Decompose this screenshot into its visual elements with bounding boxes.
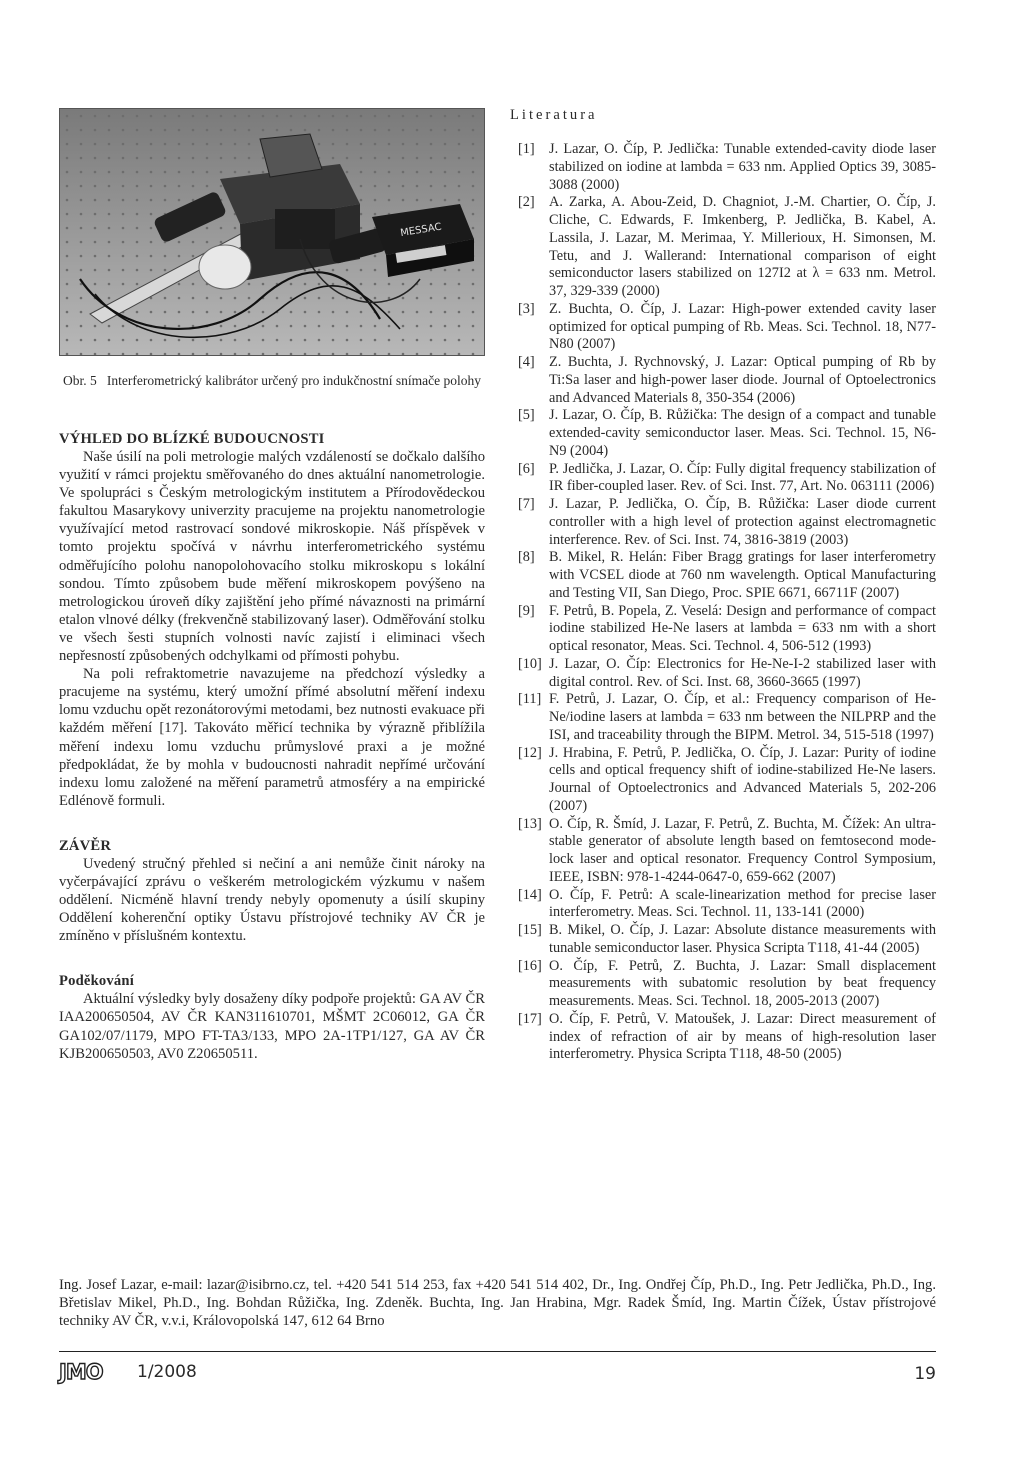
page-number: 19 — [914, 1364, 936, 1384]
outlook-paragraph-2: Na poli refraktometrie navazujeme na předchozí výsledky a pracujeme na systému, který umožní přímé absolutní měření indexu lomu vzduchu opět rezonátorovými metodami, bez nutnosti evakuace při každém měření [17]. Takováto měřicí technika by výrazně přiblížila měření indexu lomu vzduchu průmyslové praxi a je možné předpokládat, že by mohla v budoucnosti nahradit nepřímé určování indexu lomu založené na měření parametrů atmosféry a na empirické Edlénově formuli. — [59, 666, 485, 809]
left-column — [59, 430, 485, 1063]
reference-number: [7] — [518, 496, 535, 512]
reference-text: Z. Buchta, J. Rychnovský, J. Lazar: Optical pumping of Rb by Ti:Sa laser and high-power laser diode. Journal of Optoelectronics and Advanced Materials 8, 350-354 (2006) — [549, 354, 936, 406]
figure-caption-text: Interferometrický kalibrátor určený pro indukčnostní snímače polohy — [106, 373, 481, 388]
conclusion-heading: ZÁVĚR — [59, 837, 112, 854]
reference-number: [11] — [518, 691, 542, 708]
reference-text: A. Zarka, A. Abou-Zeid, D. Chagniot, J.-M. Chartier, O. Číp, J. Cliche, C. Edwards, F. Imkenberg, P. Jedlička, B. Kabel, A. Lassila, J. Lazar, M. Merimaa, Y. Millerioux, H. Simonsen, M. Tetu, and J. Wallerand: International comparison of eight semiconductor lasers stabilized on 127I2 at λ = 633 nm. Metrol. 37, 329-339 (2000) — [549, 194, 936, 299]
reference-number: [14] — [518, 886, 542, 903]
conclusion-paragraph: Uvedený stručný přehled si nečiní a ani nemůže činit nároky na vyčerpávající zprávu o veškerém metrologickém výzkumu v našem oddělení. Nicméně hlavní trendy nebyly opomenuty a úsilí skupiny Oddělení koherenční optiky Ústavu přístrojové techniky AV ČR je zmíněno v příslušném kontextu. — [59, 855, 485, 945]
figure-caption — [59, 373, 485, 389]
literature-column — [510, 106, 936, 1064]
reference-text: J. Lazar, O. Číp: Electronics for He-Ne-I-2 stabilized laser with digital control. Rev. of Sci. Inst. 68, 3660-3665 (1997) — [549, 655, 936, 690]
footer-divider — [59, 1351, 936, 1352]
reference-number: [1] — [518, 141, 535, 157]
reference-text: O. Číp, F. Petrů, Z. Buchta, J. Lazar: Small displacement measurements with subatomic resolution by beat frequency measurements. Meas. Sci. Technol. 18, 2005-2013 (2007) — [549, 957, 936, 1009]
reference-text: B. Mikel, R. Helán: Fiber Bragg gratings for laser interferometry with VCSEL diode at 760 nm wavelength. Optical Manufacturing and Testing VII, San Diego, Proc. SPIE 6671, 66711F (2007) — [549, 549, 936, 601]
figure-caption-label: Obr. 5 — [62, 373, 97, 388]
reference-number: [8] — [518, 549, 535, 566]
reference-item — [510, 887, 936, 923]
journal-logo: JMO — [59, 1360, 103, 1384]
outlook-paragraph-1: Naše úsilí na poli metrologie malých vzdáleností se dočkalo dalšího využití v rámci projektu směřovaného do dnes aktuální nanometrologie. Ve spolupráci s Českým metrologickým institutem a Přírodovědeckou fakultou Masarykovy univerzity pracujeme na projektu nanometrologie využívající metod rastrovací sondové mikroskopie. Náš příspěvek v tomto projektu spočívá v návrhu interferometrického systému odměřujícího polohu nanopolohovacího stolku mikroskopu s lokální sondou. Tímto způsobem bude měření mikroskopem povýšeno na metrologickou úroveň díky zajištění jeho přímé návaznosti na primární etalon vlnové délky (frekvenčně stabilizovaný laser). Odměřování stolku ve všech šesti stupních volnosti navíc zajistí i eliminaci všech nepřesností způsobených odchylkami od přímosti pohybu. — [59, 449, 485, 665]
reference-item — [510, 194, 936, 301]
reference-text: J. Lazar, O. Číp, P. Jedlička: Tunable extended-cavity diode laser stabilized on iodine at lambda = 633 nm. Applied Optics 39, 3085-3088 (2000) — [549, 141, 936, 193]
reference-item — [510, 691, 936, 744]
reference-text: J. Hrabina, F. Petrů, P. Jedlička, O. Číp, J. Lazar: Purity of iodine cells and optical frequency shift of iodine-stabilized He-Ne lasers. Journal of Optoelectronics and Advanced Materials 5, 202-206 (2007) — [549, 744, 936, 814]
reference-text: O. Číp, F. Petrů: A scale-linearization method for precise laser interferometry. Meas. Sci. Technol. 11, 133-141 (2000) — [549, 886, 936, 921]
reference-text: J. Lazar, P. Jedlička, O. Číp, B. Růžička: Laser diode current controller with a high level of protection against electromagnetic interference. Rev. of Sci. Inst. 74, 3816-3819 (2003) — [549, 496, 936, 548]
reference-item — [510, 745, 936, 816]
reference-item — [510, 407, 936, 460]
reference-item — [510, 496, 936, 549]
literature-title: Literatura — [510, 107, 598, 123]
reference-item — [510, 816, 936, 887]
reference-item — [510, 549, 936, 602]
reference-item — [510, 1011, 936, 1064]
reference-list — [510, 141, 936, 1064]
author-affiliations: Ing. Josef Lazar, e-mail: lazar@isibrno.cz, tel. +420 541 514 253, fax +420 541 514 402, Dr., Ing. Ondřej Číp, Ph.D., Ing. Petr Jedlička, Ph.D., Ing. Břetislav Mikel, Ph.D., Ing. Bohdan Růžička, Ing. Zdeněk. Buchta, Ing. Jan Hrabina, Mgr. Radek Šmíd, Ing. Martin Čížek, Ústav přístrojové techniky AV ČR, v.v.i, Královopolská 147, 612 64 Brno — [59, 1277, 936, 1329]
reference-text: Z. Buchta, O. Číp, J. Lazar: High-power extended cavity laser optimized for optical pumping of Rb. Meas. Sci. Technol. 18, N77-N80 (2007) — [549, 300, 936, 353]
reference-text: O. Číp, R. Šmíd, J. Lazar, F. Petrů, Z. Buchta, M. Čížek: An ultra-stable generator of absolute length based on femtosecond mode-lock laser and optical resonator. Frequency Control Symposium, IEEE, ISBN: 978-1-4244-0647-0, 659-662 (2007) — [549, 815, 936, 885]
reference-text: F. Petrů, J. Lazar, O. Číp, et al.: Frequency comparison of He-Ne/iodine lasers at lambda = 633 nm between the NILPRP and the ISI, and traceability through the BIPM. Metrol. 34, 515-518 (1997) — [549, 691, 936, 743]
reference-number: [4] — [518, 354, 535, 370]
reference-number: [6] — [518, 460, 535, 477]
reference-text: B. Mikel, O. Číp, J. Lazar: Absolute distance measurements with tunable semiconductor laser. Physica Scripta T118, 41-44 (2005) — [549, 922, 936, 956]
reference-text: P. Jedlička, J. Lazar, O. Číp: Fully digital frequency stabilization of IR fiber-coupled laser. Rev. of Sci. Inst. 77, Art. No. 063111 (2006) — [549, 460, 936, 495]
reference-item — [510, 461, 936, 497]
reference-number: [12] — [518, 744, 542, 761]
reference-number: [9] — [518, 602, 535, 619]
reference-item — [510, 922, 936, 958]
reference-number: [13] — [518, 815, 542, 832]
reference-number: [10] — [518, 655, 542, 672]
reference-number: [3] — [518, 300, 535, 317]
reference-number: [2] — [518, 194, 535, 211]
acknowledgement-heading: Poděkování — [59, 973, 134, 990]
device-brand-label: MESSAC — [399, 221, 443, 240]
reference-item — [510, 301, 936, 354]
reference-text: J. Lazar, O. Číp, B. Růžička: The design of a compact and tunable extended-cavity semiconductor laser. Meas. Sci. Technol. 15, N6-N9 (2004) — [549, 407, 936, 459]
reference-item — [510, 656, 936, 692]
reference-number: [17] — [518, 1010, 542, 1027]
outlook-heading: VÝHLED DO BLÍZKÉ BUDOUCNOSTI — [59, 431, 325, 447]
reference-text: F. Petrů, B. Popela, Z. Veselá: Design and performance of compact iodine stabilized He-Ne lasers at lambda = 633 nm with a short optical resonator, Meas. Sci. Technol. 4, 506-512 (1993) — [549, 602, 936, 654]
reference-number: [5] — [518, 407, 535, 424]
figure-photo — [59, 108, 485, 356]
acknowledgement-paragraph: Aktuální výsledky byly dosaženy díky podpoře projektů: GA AV ČR IAA200650504, AV ČR KAN311610701, MŠMT 2C06012, GA ČR GA102/07/1179, MPO FT-TA3/133, MPO 2A-1TP1/127, GA AV ČR KJB200650503, AV0 Z20650511. — [59, 991, 485, 1062]
reference-number: [15] — [518, 922, 542, 938]
reference-number: [16] — [518, 957, 542, 974]
issue-number: 1/2008 — [137, 1362, 197, 1382]
reference-item — [510, 354, 936, 407]
reference-item — [510, 141, 936, 194]
reference-item — [510, 958, 936, 1011]
reference-text: O. Číp, F. Petrů, V. Matoušek, J. Lazar: Direct measurement of index of refraction of air by means of high-resolution laser interferometry. Physica Scripta T118, 48-50 (2005) — [549, 1010, 936, 1063]
reference-item — [510, 603, 936, 656]
